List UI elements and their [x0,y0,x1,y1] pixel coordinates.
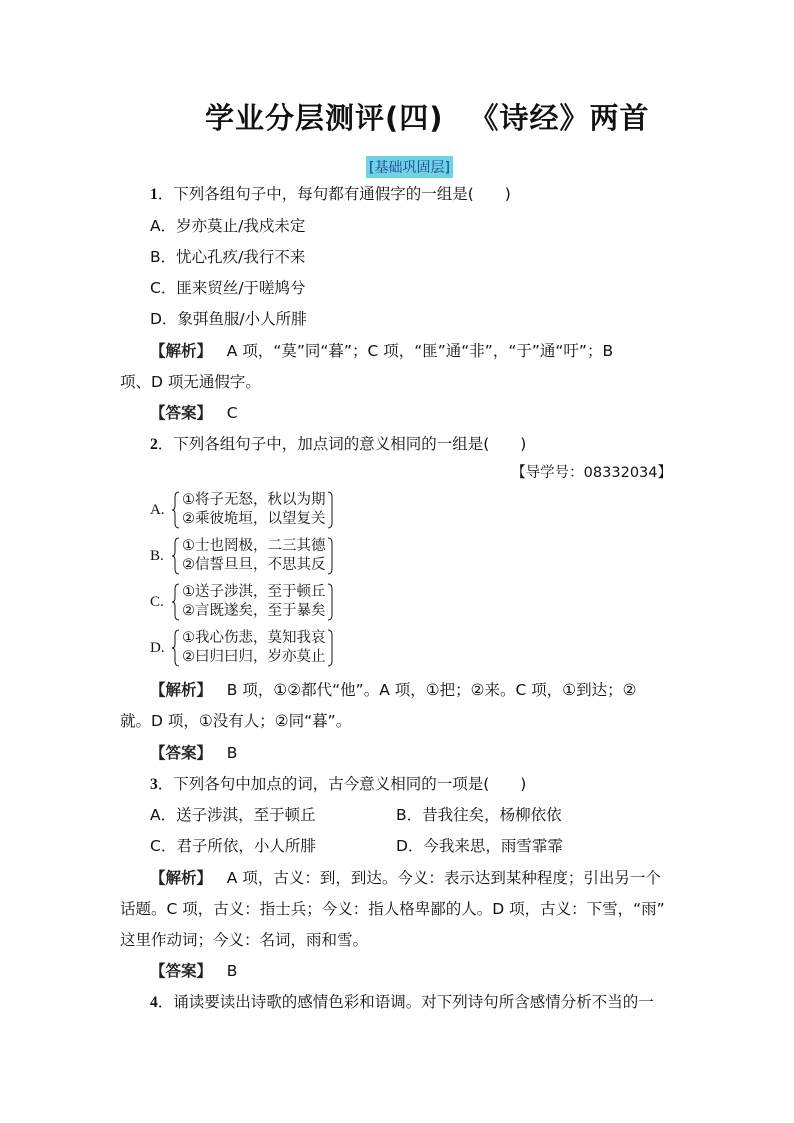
q2-option-b: B. ①士也罔极，二三其德 ②信誓旦旦，不思其反 [150,536,334,576]
q2-b-line2: ②信誓旦旦，不思其反 [182,557,326,573]
q3-analysis: 【解析】 A 项，古义：到，到达。今义：表示达到某种程度；引出另一个 [150,869,661,887]
q2-option-d: D. ①我心伤悲，莫知我哀 ②曰归曰归，岁亦莫止 [150,628,334,668]
q3-option-d: D．今我来思，雨雪霏霏 [396,837,563,855]
q3-answer: 【答案】 B [150,962,238,980]
title-sub: 《诗经》两首 [469,101,650,135]
q1-answer: 【答案】 C [150,404,238,422]
q2-c-line1: ①送子涉淇，至于顿丘 [182,584,326,600]
q1-option-c: C．匪来贸丝/于嗟鸠兮 [150,279,306,297]
q2-option-c: C. ①送子涉淇，至于顿丘 ②言既遂矣，至于暴矣 [150,582,334,622]
question-3-stem: 3．下列各句中加点的词，古今意义相同的一项是( ) [150,775,527,793]
question-4-stem: 4．诵读要读出诗歌的感情色彩和语调。对下列诗句所含感情分析不当的一 [150,993,654,1011]
brace-right-icon [328,537,334,575]
guide-number: 【导学号：08332034】 [511,465,672,481]
brace-left-icon [172,629,180,667]
q3-analysis-cont2: 这里作动词；今义：名词，雨和雪。 [120,931,369,949]
q1-option-a: A．岁亦莫止/我戍未定 [150,217,306,235]
q3-option-c: C．君子所依，小人所腓 [150,837,316,855]
brace-left-icon [172,491,180,529]
brace-right-icon [328,583,334,621]
q2-analysis: 【解析】 B 项，①②都代“他”。A 项，①把；②来。C 项，①到达；② [150,681,637,699]
q2-a-line2: ②乘彼垝垣，以望复关 [182,511,326,527]
brace-right-icon [328,491,334,529]
q2-a-line1: ①将子无怒，秋以为期 [182,492,326,508]
brace-left-icon [172,537,180,575]
q2-analysis-cont: 就。D 项，①没有人；②同“暮”。 [120,712,352,730]
q2-c-line2: ②言既遂矣，至于暴矣 [182,603,326,619]
q3-analysis-cont: 话题。C 项，古义：指士兵；今义：指人格卑鄙的人。D 项，古义：下雪，“雨” [120,900,665,918]
section-tag: [基础巩固层] [366,156,453,178]
brace-right-icon [328,629,334,667]
q1-analysis-cont: 项、D 项无通假字。 [120,373,261,391]
title-main: 学业分层测评(四) [205,101,444,135]
q3-option-a: A．送子涉淇，至于顿丘 [150,806,316,824]
question-2-stem: 2．下列各组句子中，加点词的意义相同的一组是( ) [150,435,527,453]
brace-left-icon [172,583,180,621]
question-1-stem: 1．下列各组句子中，每句都有通假字的一组是( ) [150,185,511,203]
q1-analysis: 【解析】 A 项，“莫”同“暮”；C 项，“匪”通“非”，“于”通“吁”；B [150,342,614,360]
q3-option-b: B．昔我往矣，杨柳依依 [396,806,562,824]
q2-b-line1: ①士也罔极，二三其德 [182,538,326,554]
q1-option-d: D．象弭鱼服/小人所腓 [150,310,307,328]
q2-d-line2: ②曰归曰归，岁亦莫止 [182,649,326,665]
q2-option-a: A. ①将子无怒，秋以为期 ②乘彼垝垣，以望复关 [150,490,334,530]
q2-d-line1: ①我心伤悲，莫知我哀 [182,630,326,646]
page-title [205,96,650,137]
q1-option-b: B．忧心孔疚/我行不来 [150,248,306,266]
q2-answer: 【答案】 B [150,744,238,762]
